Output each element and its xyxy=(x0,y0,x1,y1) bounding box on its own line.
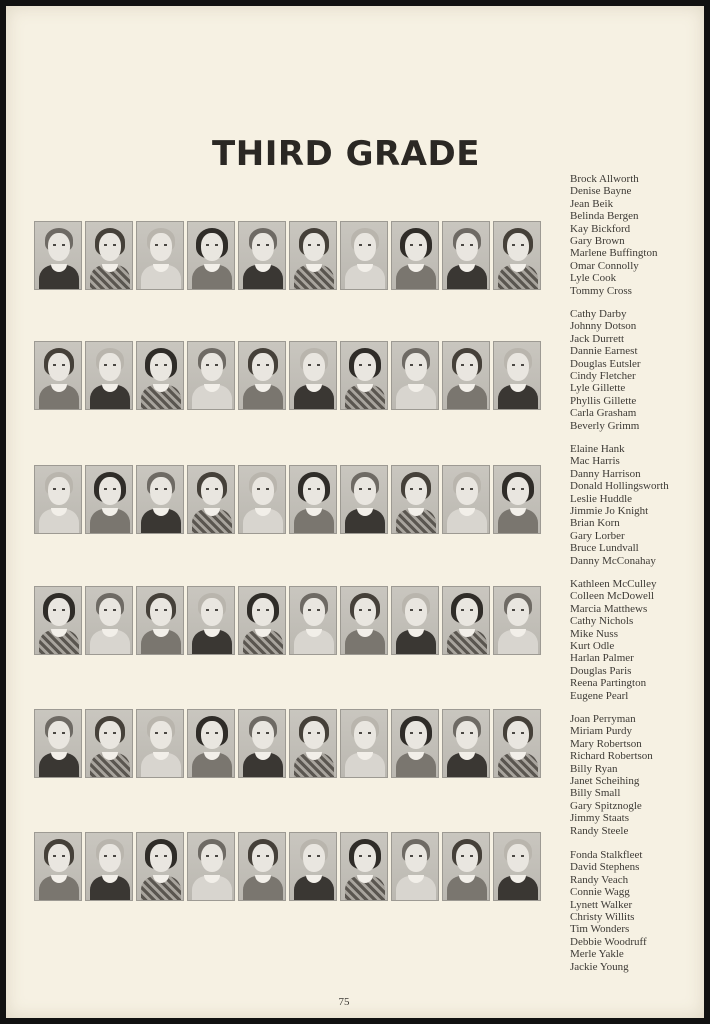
student-name: Brock Allworth xyxy=(570,173,639,185)
student-portrait xyxy=(34,465,82,534)
student-portrait xyxy=(85,709,133,778)
student-portrait xyxy=(289,221,337,290)
student-name: Lynett Walker xyxy=(570,898,633,911)
portrait-row xyxy=(34,832,541,901)
student-name: Jack Durrett xyxy=(570,332,625,345)
student-name: Mac Harris xyxy=(570,455,620,468)
student-portrait xyxy=(187,586,235,655)
portrait-row xyxy=(34,586,541,655)
student-name: Christy Willits xyxy=(570,911,635,924)
student-portrait xyxy=(340,221,388,290)
student-name: Eugene Pearl xyxy=(570,689,629,702)
student-name: Miriam Purdy xyxy=(570,725,633,738)
student-portrait xyxy=(391,341,439,410)
student-portrait xyxy=(34,341,82,410)
student-portrait xyxy=(442,341,490,410)
student-portrait xyxy=(442,586,490,655)
student-name: Danny Harrison xyxy=(570,467,641,480)
student-name: Beverly Grimm xyxy=(570,419,640,432)
student-portrait xyxy=(493,709,541,778)
student-portrait xyxy=(136,832,184,901)
student-name: Kay Bickford xyxy=(570,222,631,235)
student-portrait xyxy=(289,709,337,778)
student-portrait xyxy=(34,709,82,778)
student-name: David Stephens xyxy=(570,861,640,874)
student-name: Dannie Earnest xyxy=(570,345,638,358)
student-name: Lyle Gillette xyxy=(570,382,626,395)
student-portrait xyxy=(289,465,337,534)
student-name: Randy Steele xyxy=(570,824,629,837)
student-portrait xyxy=(340,709,388,778)
student-portrait xyxy=(187,341,235,410)
page-number: 75 xyxy=(338,996,350,1008)
yearbook-page xyxy=(6,6,704,1018)
student-portrait xyxy=(289,341,337,410)
student-portrait xyxy=(340,832,388,901)
student-name: Johnny Dotson xyxy=(570,320,637,333)
student-name: Janet Scheihing xyxy=(570,775,640,788)
student-portrait xyxy=(85,465,133,534)
student-name: Merle Yakle xyxy=(570,948,624,961)
student-name: Omar Connolly xyxy=(570,259,639,272)
student-name: Belinda Bergen xyxy=(570,210,639,223)
student-portrait xyxy=(187,709,235,778)
name-list xyxy=(570,308,641,432)
student-portrait xyxy=(391,832,439,901)
student-portrait xyxy=(85,586,133,655)
student-name: Fonda Stalkfleet xyxy=(570,849,643,861)
student-portrait xyxy=(238,465,286,534)
student-name: Cathy Nichols xyxy=(570,615,634,628)
student-name: Marcia Matthews xyxy=(570,602,648,615)
student-name: Phyllis Gillette xyxy=(570,394,637,407)
student-name: Gary Lorber xyxy=(570,529,625,542)
student-name: Mike Nuss xyxy=(570,627,618,640)
student-name: Jean Beik xyxy=(570,197,614,210)
student-portrait xyxy=(136,465,184,534)
name-list xyxy=(570,849,647,973)
student-portrait xyxy=(136,586,184,655)
student-name: Bruce Lundvall xyxy=(570,542,639,555)
student-name: Gary Brown xyxy=(570,235,625,248)
student-name: Danny McConahay xyxy=(570,554,656,567)
portrait-row xyxy=(34,221,541,290)
student-name: Billy Small xyxy=(570,787,621,800)
student-portrait xyxy=(391,465,439,534)
student-portrait xyxy=(340,465,388,534)
portrait-row xyxy=(34,465,541,534)
student-portrait xyxy=(442,465,490,534)
student-portrait xyxy=(85,221,133,290)
student-name: Brian Korn xyxy=(570,517,620,530)
name-list xyxy=(570,713,653,837)
student-name: Tommy Cross xyxy=(570,284,632,297)
student-portrait xyxy=(442,832,490,901)
student-portrait xyxy=(187,832,235,901)
student-name: Lyle Cook xyxy=(570,272,617,285)
student-name: Douglas Eutsler xyxy=(570,357,641,370)
student-name: Reena Partington xyxy=(570,677,647,690)
student-name: Carla Grasham xyxy=(570,407,637,420)
name-list xyxy=(570,578,656,702)
portrait-row xyxy=(34,341,541,410)
student-name: Billy Ryan xyxy=(570,762,618,775)
student-name: Mary Robertson xyxy=(570,737,642,750)
student-portrait xyxy=(136,341,184,410)
student-portrait xyxy=(493,586,541,655)
student-name: Jimmy Staats xyxy=(570,812,629,825)
student-portrait xyxy=(289,586,337,655)
student-portrait xyxy=(391,586,439,655)
student-name: Marlene Buffington xyxy=(570,247,658,260)
student-portrait xyxy=(238,221,286,290)
student-name: Leslie Huddle xyxy=(570,492,633,505)
student-portrait xyxy=(289,832,337,901)
student-portrait xyxy=(187,221,235,290)
student-portrait xyxy=(442,709,490,778)
student-portrait xyxy=(238,341,286,410)
student-portrait xyxy=(34,221,82,290)
student-portrait xyxy=(136,221,184,290)
student-portrait xyxy=(136,709,184,778)
student-portrait xyxy=(340,586,388,655)
student-name: Tim Wonders xyxy=(570,923,630,936)
student-name: Richard Robertson xyxy=(570,750,653,763)
student-portrait xyxy=(340,341,388,410)
portrait-row xyxy=(34,709,541,778)
student-name: Gary Spitznogle xyxy=(570,799,642,812)
student-name: Jimmie Jo Knight xyxy=(570,505,649,518)
student-name: Kathleen McCulley xyxy=(570,578,657,590)
student-portrait xyxy=(391,221,439,290)
student-name: Douglas Paris xyxy=(570,664,632,677)
student-name: Debbie Woodruff xyxy=(570,935,647,948)
student-name: Randy Veach xyxy=(570,873,629,886)
page-title: THIRD GRADE xyxy=(212,134,480,174)
name-list xyxy=(570,173,657,297)
student-portrait xyxy=(391,709,439,778)
student-portrait xyxy=(85,832,133,901)
student-name: Connie Wagg xyxy=(570,886,630,899)
student-name: Harlan Palmer xyxy=(570,652,634,665)
student-portrait xyxy=(493,832,541,901)
name-list xyxy=(570,443,669,567)
student-name: Donald Hollingsworth xyxy=(570,480,669,493)
student-portrait xyxy=(493,221,541,290)
student-name: Colleen McDowell xyxy=(570,590,655,603)
student-name: Jackie Young xyxy=(570,960,629,973)
student-portrait xyxy=(238,586,286,655)
student-portrait xyxy=(34,832,82,901)
student-name: Cindy Fletcher xyxy=(570,370,636,383)
student-name: Cathy Darby xyxy=(570,308,627,320)
student-portrait xyxy=(493,465,541,534)
student-portrait xyxy=(34,586,82,655)
student-portrait xyxy=(187,465,235,534)
student-name: Denise Bayne xyxy=(570,185,632,198)
student-name: Joan Perryman xyxy=(570,713,636,725)
student-name: Elaine Hank xyxy=(570,443,625,455)
student-portrait xyxy=(493,341,541,410)
student-portrait xyxy=(238,709,286,778)
student-portrait xyxy=(442,221,490,290)
student-name: Kurt Odle xyxy=(570,640,615,653)
student-portrait xyxy=(238,832,286,901)
student-portrait xyxy=(85,341,133,410)
